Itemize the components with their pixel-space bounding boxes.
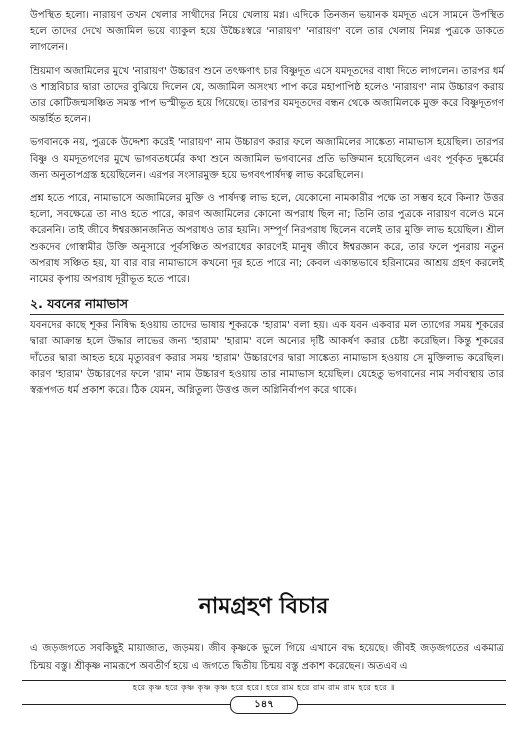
paragraph-2: ম্রিয়মাণ অজামিলের মুখে 'নারায়ণ' উচ্চারণ শুনে তৎক্ষণাৎ চার বিষ্ণুদূত এসে যমদূতদের বাধা দিতে লাগলেন। তারপর ধর্ম ও শাস্ত্রবিচার দ্বারা তাদের বুঝিয়ে দিলেন যে, অজামিল অসংখ্য পাপ করে মহাপাপিষ্ঠ হলেও 'নারায়ণ' নাম উচ্চারণ করায় তার কোটিজন্মসঞ্চিত সমস্ত পাপ ভস্মীভূত হয়ে গিয়েছে। তারপর যমদূতদের বন্ধন থেকে অজামিলকে মুক্ত করে বিষ্ণুদূতগণ অন্তর্হিত হলেন। [30, 65, 504, 126]
paragraph-4: প্রশ্ন হতে পারে, নামাভাসে অজামিলের মুক্তি ও পার্ষদত্ব লাভ হলে, যেকোনো নামকারীর পক্ষে তা সম্ভব হবে কিনা? উত্তর হলো, সবক্ষেত্রে তা নাও হতে পারে, কারণ অজামিলের কোনো অপরাধ ছিল না; তিনি তার পুত্রকে নারায়ণ বলেও মনে করেননি। তাই জীবে ঈশ্বরজ্ঞানজনিত অপরাধও তার হয়নি। সম্পূর্ণ নিরপরাধ ছিলেন বলেই তার মুক্তি লাভ হয়েছিল। শ্রীল শুকদেব গোস্বামীর উক্তি অনুসারে পূর্বসঞ্চিত অপরাধের কারণেই মানুষ জীবে ঈশ্বরজ্ঞান করে, তার ফলে পুনরায় নতুন অপরাধ সঞ্চিত হয়, যা বার বার নামাভাসে কখনো দূর হতে পারে না; কেবল একান্তভাবে হরিনামের আশ্রয় গ্রহণ করলেই নামের কৃপায় অপরাধ দূরীভূত হতে পারে। [30, 193, 504, 286]
chapter-title: নামগ্রহণ বিচার [198, 594, 329, 619]
section-heading: ২. যবনের নামাভাস [30, 296, 128, 312]
chapter-intro-paragraph: এ জড়জগতে সবকিছুই মায়াজাত, জড়ময়। জীব কৃষ্ণকে ভুলে গিয়ে এখানে বদ্ধ হয়েছে। জীবই জড়জগতের একমাত্র চিন্ময় বস্তু। শ্রীকৃষ্ণ নামরূপে অবতীর্ণ হয়ে এ জগতে দ্বিতীয় চিন্ময় বস্তু প্রকাশ করেছেন। অতএব এ [30, 643, 504, 672]
paragraph-3: ভগবানকে নয়, পুত্রকে উদ্দেশ্য করেই 'নারায়ণ' নাম উচ্চারণ করার ফলে অজামিলের সাঙ্কেত্য নামাভাস হয়েছিল। তারপর বিষ্ণু ও যমদূতগণের মুখে ভাগবতধর্মের কথা শুনে অজামিল ভগবানের প্রতি ভক্তিমান হয়েছিলেন এবং পূর্বকৃত দুষ্কর্মের জন্য অনুতাপগ্রস্ত হয়েছিলেন। এরপর সংসারমুক্ত হয়ে ভগবৎপার্ষদত্ব লাভ করেছিলেন। [30, 137, 504, 181]
paragraph-1: উপস্থিত হলো। নারায়ণ তখন খেলার সাথীদের নিয়ে খেলায় মগ্ন। এদিকে তিনজন ভয়ানক যমদূত এসে সামনে উপস্থিত হলে তাদের দেখে অজামিল ভয়ে ব্যাকুল হয়ে উচ্চৈঃস্বরে 'নারায়ণ' 'নারায়ণ' বলে তার খেলায় নিমগ্ন পুত্রকে ডাকতে লাগলেন। [30, 10, 504, 54]
body-text [30, 8, 504, 406]
footer-mantra: হরে কৃষ্ণ হরে কৃষ্ণ কৃষ্ণ কৃষ্ণ হরে হরে। হরে রাম হরে রাম রাম রাম হরে হরে ॥ [132, 683, 396, 692]
footer-top-rule [22, 680, 506, 681]
section-underline [30, 314, 504, 315]
section-paragraph: যবনদের কাছে শূকর নিষিদ্ধ হওয়ায় তাদের ভাষায় শূকরকে 'হারাম' বলা হয়। এক যবন একবার মল ত্যাগের সময় শূকরের দ্বারা আক্রান্ত হলে উদ্ধার লাভের জন্য 'হারাম' 'হারাম' বলে অন্যের দৃষ্টি আকর্ষণ করার চেষ্টা করেছিল। কিন্তু শূকরের দাঁতের দ্বারা আহত হয়ে মৃত্যুবরণ করার সময় 'হারাম' উচ্চারণের দ্বারা সাঙ্কেত্য নামাভাস হওয়ায় সে মুক্তিলাভ করেছিল। কারণ 'হারাম' উচ্চারণের ফলে 'রাম' নাম উচ্চারণ হওয়ায় তার নামাভাস হয়েছিল। যেহেতু ভগবানের নাম সর্বাবস্থায় তার স্বরূপগত ধর্ম প্রকাশ করে। ঠিক যেমন, অগ্নিতুল্য উত্তপ্ত জল অগ্নিনির্বাপণ করে থাকে। [30, 320, 504, 397]
page-number: ১৪৭ [230, 696, 298, 714]
